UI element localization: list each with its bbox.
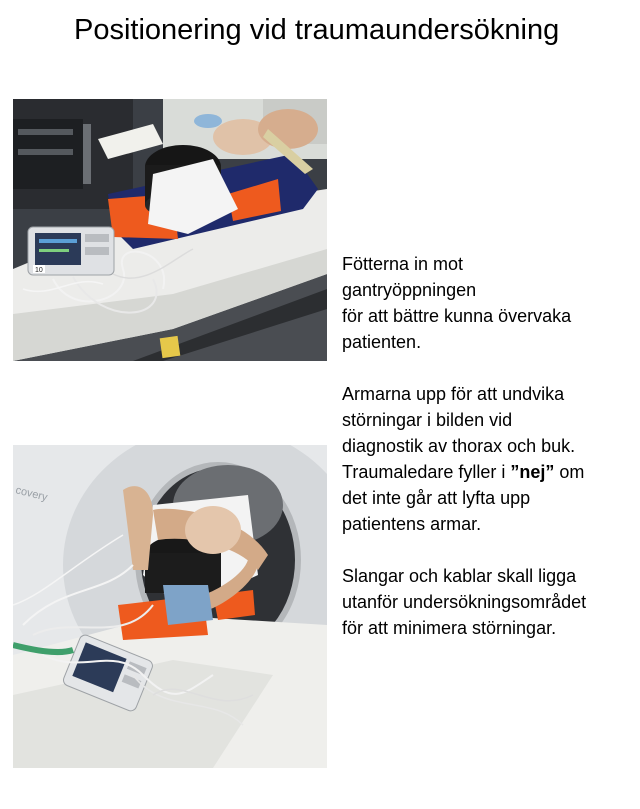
text-line: störningar i bilden vid [342,410,513,430]
text-line: patienten. [342,332,422,352]
text-line: det inte går att lyfta upp [342,488,531,508]
text-line: för att minimera störningar. [342,618,557,638]
text-line: diagnostik av thorax och buk. [342,436,576,456]
paragraph-arms-position [342,381,634,537]
text-line: Slangar och kablar skall ligga [342,566,577,586]
text-line [342,459,634,485]
text-segment: om [554,462,585,482]
text-line: utanför undersökningsområdet [342,592,587,612]
photo-patient-on-ct-table [13,99,327,361]
text-line: Armarna upp för att undvika [342,384,565,404]
gantry-brand-text: covery [14,484,49,504]
monitor-label: 10 [35,267,43,274]
text-line: patientens armar. [342,514,482,534]
paragraph-cables [342,563,634,641]
text-segment: Traumaledare fyller i [342,462,511,482]
text-line: gantryöppningen [342,280,477,300]
photo-patient-in-ct-gantry [13,445,327,768]
slide-title: Positionering vid traumaundersökning [74,14,560,46]
paragraph-feet-position [342,251,634,355]
instruction-text [342,251,634,667]
text-line: Fötterna in mot [342,254,464,274]
text-line: för att bättre kunna övervaka [342,306,572,326]
bold-no-text: ”nej” [510,462,555,482]
